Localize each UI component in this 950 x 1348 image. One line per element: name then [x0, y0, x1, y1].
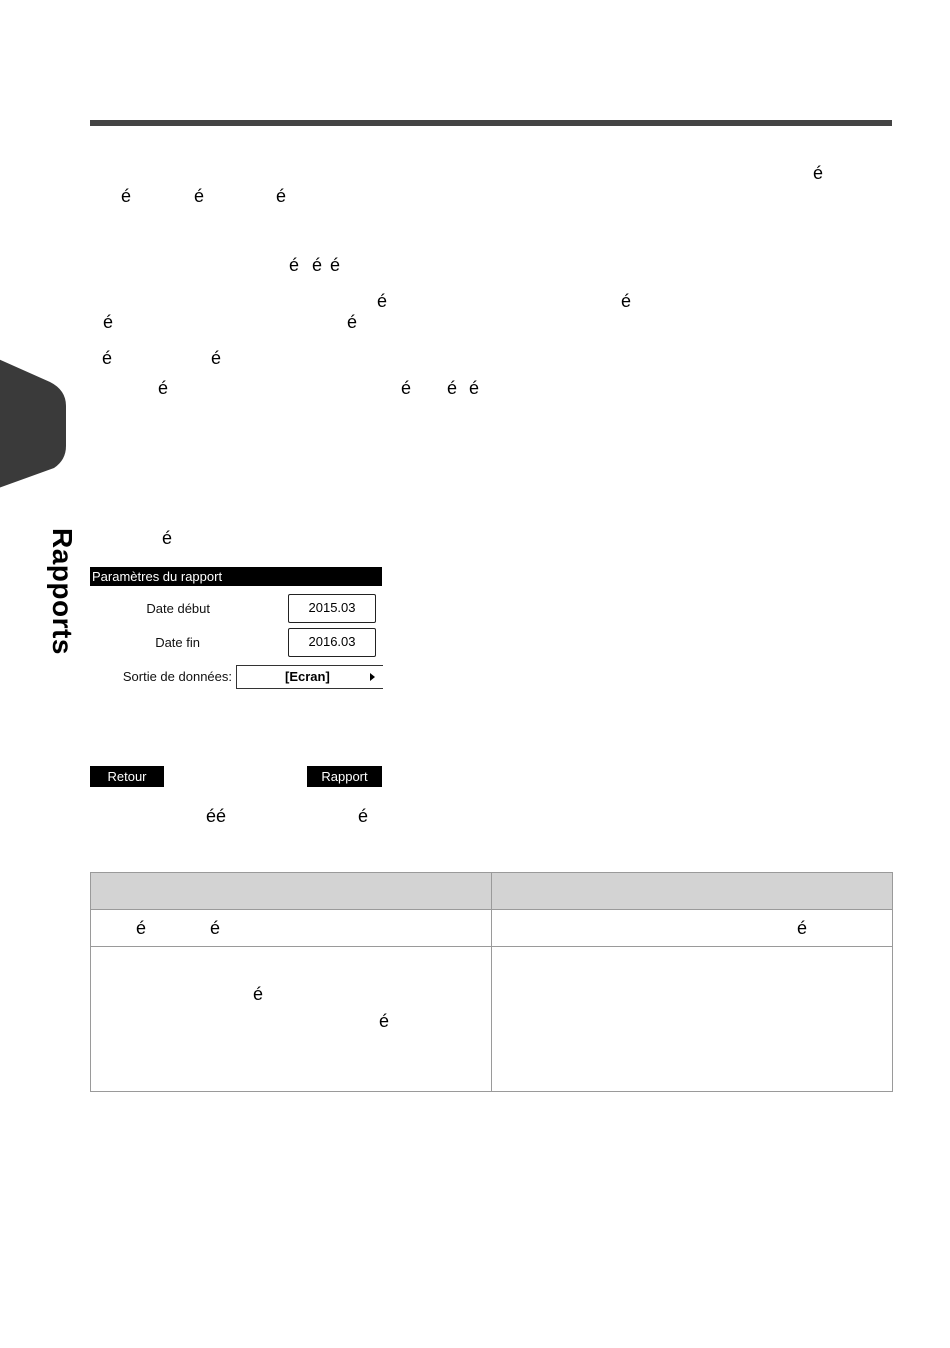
table-header-cell [91, 873, 492, 910]
panel-title: Paramètres du rapport [90, 567, 382, 586]
info-table [90, 872, 893, 1092]
report-settings-panel [90, 567, 382, 695]
text-fragment: é [194, 186, 205, 206]
text-fragment: é [401, 378, 412, 398]
section-rule [90, 120, 892, 126]
text-fragment: é [447, 378, 458, 398]
text-fragment: é [289, 255, 300, 275]
text-fragment: é [330, 255, 341, 275]
text-fragment: é [162, 528, 173, 548]
text-fragment: é [312, 255, 323, 275]
end-date-field[interactable]: 2016.03 [288, 628, 376, 657]
text-fragment: é [253, 984, 264, 1004]
text-fragment: é [210, 918, 221, 938]
output-value: [Ecran] [285, 669, 330, 684]
text-fragment: é [469, 378, 480, 398]
table-header-cell [492, 873, 893, 910]
text-fragment: é [347, 312, 358, 332]
text-fragment: é [158, 378, 169, 398]
start-date-field[interactable]: 2015.03 [288, 594, 376, 623]
text-fragment: é [358, 806, 369, 826]
text-fragment: é [379, 1011, 390, 1031]
report-button[interactable]: Rapport [307, 766, 382, 787]
chapter-tab [0, 342, 66, 502]
table-cell [91, 910, 492, 947]
text-fragment: é [136, 918, 147, 938]
chapter-label: Rapports [47, 528, 78, 655]
table-row [91, 910, 893, 947]
back-button[interactable]: Retour [90, 766, 164, 787]
text-fragment: é [102, 348, 113, 368]
output-select[interactable] [236, 665, 383, 689]
text-fragment: é [103, 312, 114, 332]
text-fragment: é [377, 291, 388, 311]
table-header-row [91, 873, 893, 910]
output-label: Sortie de données: [122, 669, 232, 684]
end-date-label: Date fin [155, 635, 200, 650]
start-date-label: Date début [146, 601, 210, 616]
table-cell [91, 947, 492, 1092]
text-fragment: é [621, 291, 632, 311]
text-fragment: éé [206, 806, 227, 826]
table-row [91, 947, 893, 1092]
text-fragment: é [211, 348, 222, 368]
text-fragment: é [797, 918, 808, 938]
text-fragment: é [813, 163, 824, 183]
table-cell [492, 947, 893, 1092]
arrow-right-icon [370, 673, 375, 681]
table-cell [492, 910, 893, 947]
text-fragment: é [276, 186, 287, 206]
text-fragment: é [121, 186, 132, 206]
